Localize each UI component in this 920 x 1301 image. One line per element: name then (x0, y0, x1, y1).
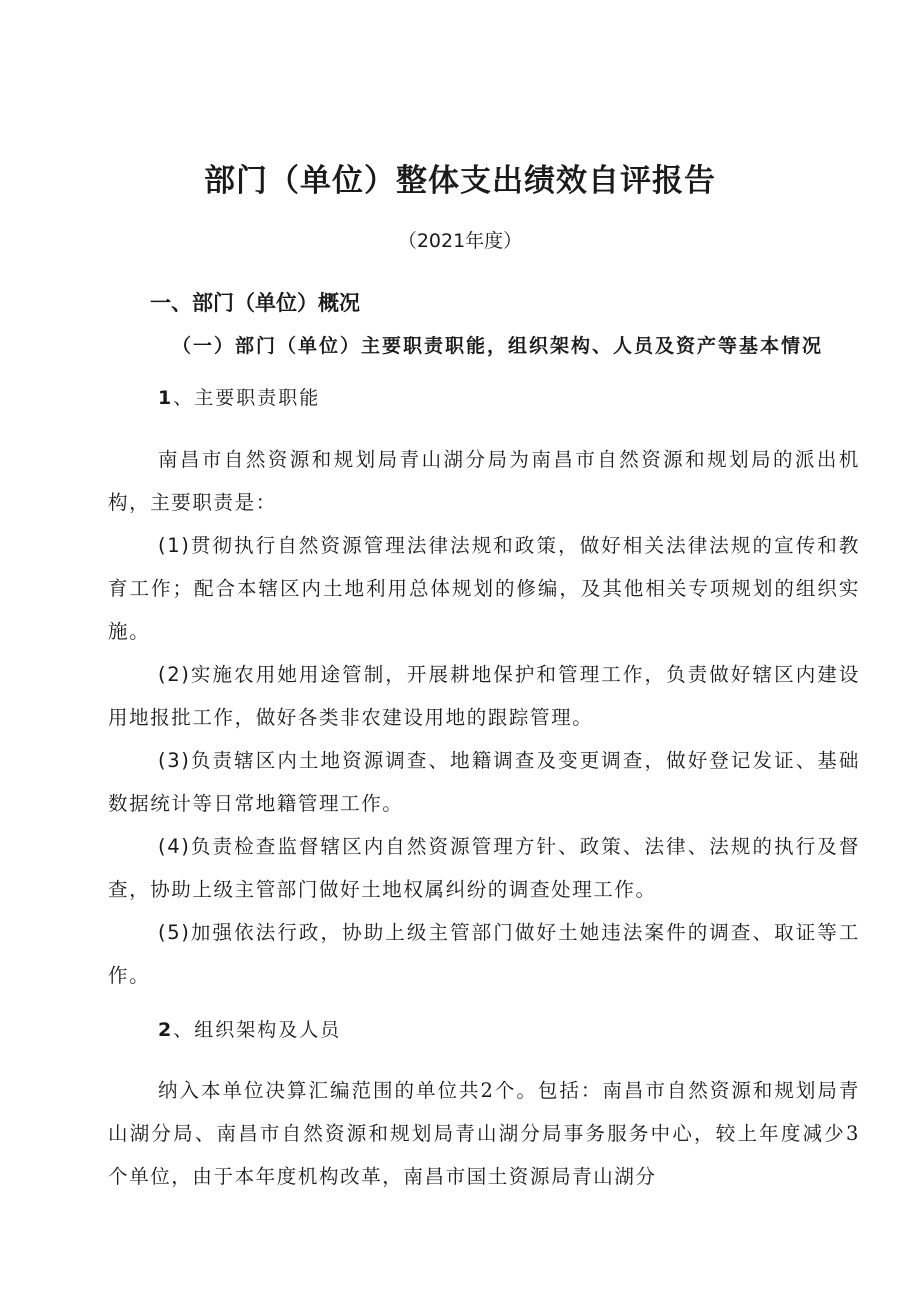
duty-text: 负责检查监督辖区内自然资源管理方针、政策、法律、法规的执行及督查，协助上级主管部门做好土地权属纠纷的调查处理工作。 (108, 835, 860, 901)
duty-paragraph-5 (108, 911, 860, 997)
duties-intro-paragraph: 南昌市自然资源和规划局青山湖分局为南昌市自然资源和规划局的派出机构，主要职责是： (108, 448, 860, 514)
duty-paragraph-4 (108, 825, 860, 911)
duty-number: (4) (158, 835, 191, 858)
item-label: 、组织架构及人员 (173, 1019, 342, 1041)
duty-number: (2) (158, 663, 191, 686)
organization-paragraph: 纳入本单位决算汇编范围的单位共2个。包括：南昌市自然资源和规划局青山湖分局、南昌市自然资源和规划局青山湖分局事务服务中心，较上年度减少3个单位，由于本年度机构改革，南昌市国土资源局青山湖分 (108, 1079, 860, 1188)
item-heading-organization (158, 1015, 341, 1042)
report-title: 部门（单位）整体支出绩效自评报告 (204, 163, 716, 199)
duty-text: 加强依法行政，协助上级主管部门做好土她违法案件的调查、取证等工作。 (108, 921, 860, 987)
item-heading-duties (158, 383, 320, 410)
report-year: （2021年度） (397, 230, 523, 252)
item-number: 1 (158, 387, 174, 409)
duty-paragraph-2 (108, 653, 860, 739)
duty-number: (3) (158, 749, 191, 772)
section-heading-overview: 一、部门（单位）概况 (150, 291, 360, 315)
item-label: 、主要职责职能 (173, 387, 321, 409)
duty-text: 负责辖区内土地资源调查、地籍调查及变更调查，做好登记发证、基础数据统计等日常地籍管理工作。 (108, 749, 860, 815)
duty-text: 贯彻执行自然资源管理法律法规和政策，做好相关法律法规的宣传和教育工作；配合本辖区内土地利用总体规划的修编，及其他相关专项规划的组织实施。 (108, 534, 860, 643)
duty-number: (5) (158, 921, 191, 944)
subsection-heading-basic-info: （一）部门（单位）主要职责职能，组织架构、人员及资产等基本情况 (172, 335, 824, 357)
item-number: 2 (158, 1019, 174, 1041)
duty-paragraph-1 (108, 524, 860, 653)
duty-text: 实施农用她用途管制，开展耕地保护和管理工作，负责做好辖区内建设用地报批工作，做好各类非农建设用地的跟踪管理。 (108, 663, 860, 729)
duty-paragraph-3 (108, 739, 860, 825)
duty-number: (1) (158, 534, 191, 557)
